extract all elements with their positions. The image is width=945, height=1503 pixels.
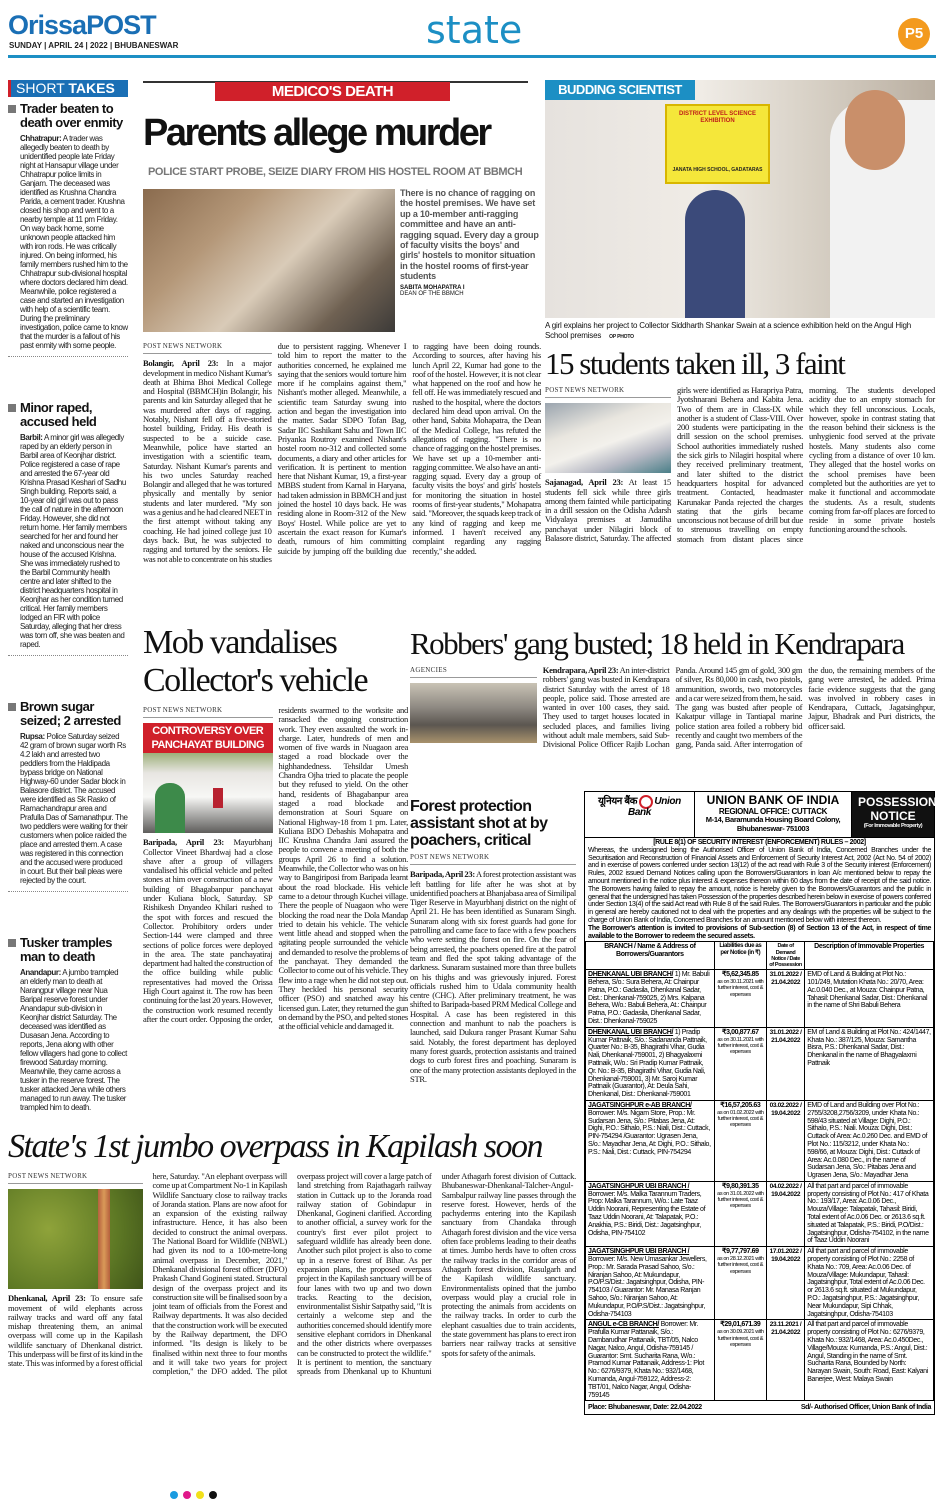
lead-kicker: MEDICO'S DEATH: [215, 82, 450, 101]
students-headline: 15 students taken ill, 3 faint: [545, 346, 845, 381]
possession-row: [586, 1181, 934, 1246]
row-dates: 04.02.2022 / 19.04.2022: [766, 1181, 804, 1246]
row-amount: ₹9,77,797.69 as on 28.12.2021 with further interest, cost & expenses: [714, 1247, 766, 1320]
forest-article: POST NEWS NETWORK Baripada, April 23: A forest protection assistant was left battling for life after he was shot at by unidentified poachers at Bhanjabasa area of Similipal Tiger Reserve in Mayurbhanj district on the night of April 21. He has been identified as Sunaram Singh. Sunaram along with six forest guards had gone for patrolling and came face to face with a few poachers who were setting the forest on fire. On the fear of being arrested, the poachers opened fire at the patrol team and fled the spot taking advantage of the darkness. Sunaram sustained more than three bullets on his thighs and was grievously injured. Forest officials rushed him to Udala community health centre (CHC). After preliminary treatment, he was shifted to Baripada-based PRM Medical College and Hospital. A case has been registered in this connection and manhunt to nab the poachers is launched, said Dukura ranger Prasant Kumar Sahu said. Notably, the forest department has deployed many forest guards, protection assistants and trained dogs to curb forest fires and poaching. Sunaram is one of the many protection assistants deployed in the STR.: [410, 853, 577, 1084]
robbers-article: AGENCIES Kendrapara, April 23: An inter-district robbers' gang was busted in Kendrapara district Saturday with the arrest of 18 people, police said. Those arrested are wanted in over 100 cases, they said. They used to target houses located in secluded places, and families living without adult male members, said Sub-Divisional Police Officer Rajib Lochan Panda. Around 145 gm of gold, 300 gm of silver, Rs 80,000 in cash, two pistols, ammunition, swords, two motorcycles and a car were seized from them, he said. The gang was busted after people of Kakatpur village in Tantiapal marine police station area foiled a robbery bid recently and caught two members of the gang, Panda said. After interrogation of the duo, the remaining members of the gang were arrested, he added. Prima facie evidence suggests that the gang was involved in robbery cases in Kendrapara, Cuttack, Jagatsinghpur, Jajpur, Bhadrak and Puri districts, the officer said.: [410, 665, 935, 750]
robbers-headline: Robbers' gang busted; 18 held in Kendrapara: [410, 626, 904, 661]
row-amount: ₹5,62,345.85 as on 30.11.2021 with further interest, cost & expenses: [714, 970, 766, 1028]
row-amount: ₹16,57,205.63 as on 01.02.2022 with further interest, cost & expenses: [714, 1100, 766, 1181]
short-take-4: Tusker tramples man to death Anandapur: A jumbo trampled an elderly man to death at Narangpur village near Nua Baripal reserve forest under Anandapur sub-division in Keonjhar district Saturday. The deceased was identified as Dusasan Jena. According to reports, Jena along with other fellow villagers had gone to collect firewood Saturday morning. Meanwhile, they came across a tusker in the reserve forest. The tusker attacked Jena while others managed to run away. The tusker trampled him to death.: [8, 936, 128, 1118]
row-borrower: JAGATSINGHPUR UBI BRANCH / Borrower: M/s. Malka Tarannum Traders, Prop: Malka Tarannum, W/o.: Late Taaz Uddin Noorani, Representing the Estate of Taaz Uddin Noorani, At: Talapatak, P.O.: Anakhia, P.S.: Biridi, Dist.: Jagatsinghpur, Odisha, PIN-754102: [586, 1181, 715, 1246]
row-borrower: DHENKANAL UBI BRANCH/ 1) Pradip Kumar Pattnaik, S/o.: Sadananda Pattnaik, Quarter No.: B-35, Bhagirathi Vihar, Gudia Nali, Dhenkanal-759001, 2) Bhagyalaxmi Pattnaik, W/o.: Sri Pradip Kumar Pattnaik, Qr. No.: B-35, Bhagirathi Vihar, Gudia Nali, Dhenkanal-759001, 3) Mr. Saroj Kumar Pattnaik (Guarantor), At: Deula Sahi, Dhenkanal, Dist.: Dhenkanal-759001: [586, 1027, 715, 1100]
students-article: POST NEWS NETWORK Sajanagad, April 23: At least 15 students fell sick while three girls among them fainted while participating in a drill session on the Odisha Adarsh Vidyalaya premises at Jamudiha panchayat under Nilagiri block of Balasore district, Saturday. The affected girls were identified as Harapriya Patra, Jyotshnarani Behera and Kabita Jena. Two of them are in Class-IX while another is a student of Class-VIII. Over 200 students were participating in the drill session on the school premises. School authorities immediately rushed the sick girls to Nilagiri hospital where they received preliminary treatment, and later shifted to the district headquarters hospital for advanced treatment. Contacted, headmaster Karunakar Panda rejected the charges stating that the girls became unconscious not because of drill but due to strenuous travelling on empty stomach from distant places since morning. The students developed acidity due to an empty stomach for which they fell unconscious. Locals, however, spoke in contrast stating that the reason behind their sickness is the unhygienic food served at the private hostels. Many students also come cycling from a distance of over 10 km. They alleged that the hostel works on the school premises have been completed but the authorities are yet to make it functional and accommodate the students. As a result, students coming from far-off places are forced to reside in some private hostels functioning around the schools.: [545, 385, 935, 544]
short-take-2: Minor raped, accused held Barbil: A minor girl was allegedly raped by an elderly person in Barbil area of Keonjhar district. Police registered a case of rape and arrested the 67-year old Krishna Prasad Keshari of Sadhu Singh building. Reports said, a 10-year old girl was out to pass the call of nature in the afternoon Friday. However, she did not return home. Her family members searched for her and found her naked and unconscious near the house of the accused Krishna. She was immediately rushed to the Barbil Community health centre and later shifted to the district headquarters hospital in Keonjhar as her condition turned critical. Her family members lodged an FIR with police Saturday, alleging that her dress was torn off, she was beaten and raped.: [8, 401, 128, 656]
jumbo-article: POST NEWS NETWORK Dhenkanal, April 23: To ensure safe movement of wild elephants across railway tracks and ward off any fatal mishap threatening them, an animal overpass will come up in the Kapilash wildlife sanctuary of Dhenkanal district. This underpass will be first of its kind in the state. This was informed by a forest official here, Saturday. "An elephant overpass will come up at Compartment No-1 in Kapilash Wildlife Sanctuary close to railway tracks of Joranda station. Plans are now afoot for an expansion of the existing railway infrastructure. Hence, it has also been decided to construct the animal overpass. The National Board for Wildlife (NBWL) had given its nod to a 100-metre-long animal overpass in December, 2021," Dhenkanal divisional forest officer (DFO) Prakash Chand Gogineni stated. Structural design of the overpass project and its construction site will be finalised soon by a joint team of officials from the Forest and Railway departments. It was also decided that the construction work will be executed by the Railway department, the DFO informed. "Its design is likely to be finalised within next three to four months and it will take two years for project completion," the DFO added. The pilot overpass project will cover a large patch of land stretching from Rajathagarh railway station in Cuttack up to the Joranda road railway station of Gobindapur in Dhenkanal, Gogineni clarified. According to another official, a survey work for the country's first ever pilot project to safeguard wildlife has already been done. Another such pilot project is also to come up in a reserve forest of Bihar. As per expansion plans, the proposed overpass project in the Kapilash sanctuary will be of four lanes with two up and two down tracks. Reacting to the decision, environmentalist Sishir Satpathy said, "It is certainly a welcome step and the authorities concerned should identify more sensitive elephant corridors in Dhenkanal and the other districts where overpasses can be constructed to protect the wildlife." It is pertinent to mention, the sanctuary spreads from Dhenkanal up to Khuntuni under Athagarh forest division of Cuttack. Bhubaneswar-Dhenkanal-Talcher-Angul-Sambalpur railway line passes through the reserve forest. However, herds of the pachyderms entering into the Kapilash sanctuary from Chandaka through Athagarh forest division and the vice versa often face problems leading to their deaths at times. Jumbo herds have to often cross the railway tracks in the corridor areas of Athagarh forest division, Rasulgarh and the Kapilash wildlife sanctuary. Environmentalists opined that the jumbo overpass would play a crucial role in protecting the animals from accidents on the railway tracks. In order to curb the elephant casualties due to train accidents, the state government has plans to erect iron barriers near railway tracks at sensitive spots for safety of the animals.: [8, 1171, 576, 1377]
row-amount: ₹3,00,877.67 as on 30.11.2021 with further interest, cost & expenses: [714, 1027, 766, 1100]
row-property: EM of Land & Building at Plot No.: 424/1447, Khata No.: 387/125, Mouza: Samantha Bisra, P.S.: Dhenkanal Sadar, Dist.: Dhenkanal in the name of Bhagyalaxmi Pattnaik: [805, 1027, 934, 1100]
bullet-square-icon: [8, 105, 16, 113]
ad-footer: [585, 1401, 934, 1414]
row-dates: 23.11.2021 / 21.04.2022: [766, 1320, 804, 1401]
controversy-kicker: CONTROVERSY OVER PANCHAYAT BUILDING: [143, 723, 273, 753]
row-borrower: ANGUL e-CB BRANCH/ Borrower: Mr. Prafulla Kumar Pattanaik, S/o.: Dambarudhar Pattanaik, TBT/05, Nalco Nagar, Nalco, Angul, Odisha-759145 / Guarantor: Smt. Sucharita Rana, W/o.: Pramod Kumar Pattanaik, Address-1: Plot No.: 6276/9379, Khata No.: 932/1468, Kumanda, Angul-759122, Address-2: TBT/01, Nalco Nagar, Angul, Odisha-759145: [586, 1320, 715, 1401]
possession-table: BRANCH / Name & Address of Borrowers/Guarantors Liabilities due as per Notice (in ₹) Date of Demand Notice / Date of Possession Description of Immovable Properties DHENKANAL UBI BRANCH/ 1) Mr. Babuli Behera, S/o.: Sura Behera, At: Chainpur Patna, P.O.: Gadasila, Dhenkanal Sadar, Dist.: Dhenkanal-759025, 2) Mrs. Kalpana Behera, W/o.: Babuli Behera, At.: Chainpur Patna, P.O.: Gadasila, Dhenkanal Sadar, Dist.: Dhenkanal-759025 ₹5,62,345.85 as on 30.11.2021 with further interest, cost & expenses 31.01.2022 / 21.04.2022 EMD of Land & Building at Plot No.: 101/249, Mutation Khata No.: 20/70, Area: Ac.0.040 Dec., at Mouza: Chainpur Patna, Tahasil: Dhenkanal Sadar, Dist.: Dhenkanal in the name of Shri Babuli Behera DHENKANAL UBI BRANCH/ 1) Pradip Kumar Pattnaik, S/o.: Sadananda Pattnaik, Quarter No.: B-35, Bhagirathi Vihar, Gudia Nali, Dhenkanal-759001, 2) Bhagyalaxmi Pattnaik, W/o.: Sri Pradip Kumar Pattnaik, Qr. No.: B-35, Bhagirathi Vihar, Gudia Nali, Dhenkanal-759001, 3) Mr. Saroj Kumar Pattnaik (Guarantor), At: Deula Sahi, Dhenkanal, Dist.: Dhenkanal-759001 ₹3,00,877.67 as on 30.11.2021 with further interest, cost & expenses 31.01.2022 / 21.04.2022 EM of Land & Building at Plot No.: 424/1447, Khata No.: 387/125, Mouza: Samantha Bisra, P.S.: Dhenkanal Sadar, Dist.: Dhenkanal in the name of Bhagyalaxmi Pattnaik JAGATSINGHPUR e-AB BRANCH/ Borrower: M/s. Nigam Store, Prop.: Mr. Sudarsan Jena, S/o.: Pitabas Jena, At: Dighi, P.O.: Sithalo, P.S.: Niali, Dist.: Cuttack, PIN-754294 /Guarantor: Ugrasen Jena, S/o.: Mayadhar Jena, At: Dighi, P.O.: Sithalo, P.S.: Niali, Dist.: Cuttack, PIN-754294 ₹16,57,205.63 as on 01.02.2022 with further interest, cost & expenses 03.02.2022 / 19.04.2022 EMD of Land and Building over Plot No.: 2755/3208,2756/3209, under Khata No.: 598/43 situated at Village: Dighi, P.O.: Sithalo, P.S.: Niali. Mouza: Dighi, Dist.: Cuttack of Area: Ac.0.260 Dec. and EMD of Plot No.: 115/3212, under Khata No.: 598/66, at Mouza: Dighi, Dist.: Cuttack of Area: Ac.0.080 Dec., in the name of Sudarsan Jena, S/o.: Pitabas Jena and Ugrasen Jena, S/o.: Mayadhar Jena JAGATSINGHPUR UBI BRANCH / Borrower: M/s. Malka Tarannum Traders, Prop: Malka Tarannum, W/o.: Late Taaz Uddin Noorani, Representing the Estate of Taaz Uddin Noorani, At: Talapatak, P.O.: Anakhia, P.S.: Biridi, Dist.: Jagatsinghpur, Odisha, PIN-754102 ₹9,80,391.35 as on 31.01.2022 with further interest, cost & expenses 04.02.2022 / 19.04.2022 All that part and parcel of immovable property consisting of Plot No.: 417 of Khata No.: 193/17, Area: Ac.0.06 Dec., Mouza/Village: Talapatak, Tahasil: Biridi, Total extent of Ac.0.06 Dec. or 2613.6 sq.ft. situated at Talapatak, P.S.: Biridi, P.O/Dist.: Jagatsinghpur, Odisha-754102, in the name of Taaz Uddin Noorani JAGATSINGHPUR UBI BRANCH / Borrower: M/s. New Umasankar Jewellers, Prop.: Mr. Sarada Prasad Sahoo, S/o.: Niranjan Sahoo, At: Mukundapur, P.O/P.S/Dist.: Jagatsinghpur, Odisha, PIN-754103 / Guarantor: Mr. Manasa Ranjan Sahoo, S/o.: Niranjan Sahoo, At: Mukundapur, P.O/P.S/Dist.: Jagatsinghpur, Odisha-754103 ₹9,77,797.69 as on 28.12.2021 with further interest, cost & expenses 17.01.2022 / 19.04.2022 All that part and parcel of immovable property consisting of Plot No.: 2258 of Khata No.: 709, Area: Ac.0.06 Dec. of Mouza/Village: Mukundapur, Tahasil: Jagatsinghpur, Total extent of Ac.0.06 Dec. or 2613.6 sq.ft. situated at Mukundapur, P.O.: Jagatsinghpur, P.S.: Jagatsinghpur, Near Mukundapur, Sipi Chhak, Jagatsinghpur, Odisha-754103 ANGUL e-CB BRANCH/ Borrower: Mr. Prafulla Kumar Pattanaik, S/o.: Dambarudhar Pattanaik, TBT/05, Nalco Nagar, Nalco, Angul, Odisha-759145 / Guarantor: Smt. Sucharita Rana, W/o.: Pramod Kumar Pattanaik, Address-1: Plot No.: 6276/9379, Khata No.: 932/1468, Kumanda, Angul-759122, Address-2: TBT/01, Nalco Nagar, Angul, Odisha-759145 ₹29,01,671.39 as on 30.09.2021 with further interest, cost & expenses 23.11.2021 / 21.04.2022 All that part and parcel of immovable property consisting of Plot No.: 6276/9379, Khata No.: 932/1468, Area: Ac.0.450Dec., Village/Mouza: Kumanda, P.S.: Angul, Dist.: Angul, Standing in the name of Smt. Sucharita Rana, Bounded by North: Narayan Swain, South: Road, East: Kalyani Banerjee, West: Malaya Swain: [585, 941, 934, 1401]
page-number-badge: P5: [898, 18, 930, 50]
scientist-kicker: BUDDING SCIENTIST: [545, 80, 695, 100]
hostel-room-photo: [143, 189, 395, 332]
row-borrower: JAGATSINGHPUR e-AB BRANCH/ Borrower: M/s. Nigam Store, Prop.: Mr. Sudarsan Jena, S/o.: Pitabas Jena, At: Dighi, P.O.: Sithalo, P.S.: Niali, Dist.: Cuttack, PIN-754294 /Guarantor: Ugrasen Jena, S/o.: Mayadhar Jena, At: Dighi, P.O.: Sithalo, P.S.: Niali, Dist.: Cuttack, PIN-754294: [586, 1100, 715, 1181]
ad-signature: Sd/- Authorised Officer, Union Bank of India: [800, 1404, 931, 1412]
exhibition-banner: DISTRICT LEVEL SCIENCE EXHIBITION JANATA HIGH SCHOOL, GADATARAS: [665, 104, 770, 184]
short-takes-header: SHORT TAKES: [8, 80, 128, 97]
jumbo-headline: State's 1st jumbo overpass in Kapilash soon: [8, 1128, 543, 1165]
row-dates: 31.01.2022 / 21.04.2022: [766, 1027, 804, 1100]
masthead: [0, 0, 945, 54]
short-take-3: Brown sugar seized; 2 arrested Rupsa: Police Saturday seized 42 gram of brown sugar worth Rs 4.2 lakh and arrested two peddlers from the Haldipada bypass bridge on National Highway-60 under Sadar block in Balasore district. The accused were identified as Sk Rasko of Ramachandrapur area and Prafulla Das of Samanathpur. The two peddlers were waiting for their customers when police raided the place and arrested them. A case was registered in this connection and the accused were produced in court. But their bail pleas were rejected by the court.: [8, 700, 128, 892]
arrested-gang-photo: [410, 683, 537, 743]
lead-pull-quote: There is no chance of ragging on the hostel premises. We have set up a 10-member anti-ragging committee and have an anti-ragging squad. Every day a group of faculty visits the boys' and girls' hostels to monitor situation in the hostel rooms of first-year students SABITA MOHAPATRA I DEAN OF THE BBMCH: [400, 188, 539, 297]
controversy-photo-block: [143, 723, 273, 833]
row-property: All that part and parcel of immovable property consisting of Plot No.: 6276/9379, Khata No.: 932/1468, Area: Ac.0.450Dec., Village/Mouza: Kumanda, P.S.: Angul, Dist.: Angul, Standing in the name of Smt. Sucharita Rana, Bounded by North: Narayan Swain, South: Road, East: Kalyani Banerjee, West: Malaya Swain: [805, 1320, 934, 1401]
row-dates: 03.02.2022 / 19.04.2022: [766, 1100, 804, 1181]
possession-row: [586, 1247, 934, 1320]
row-dates: 17.01.2022 / 19.04.2022: [766, 1247, 804, 1320]
dateline: SUNDAY | APRIL 24 | 2022 | BHUBANESWAR: [9, 41, 179, 50]
row-property: All that part and parcel of immovable property consisting of Plot No.: 2258 of Khata No.: 709, Area: Ac.0.06 Dec. of Mouza/Village: Mukundapur, Tahasil: Jagatsinghpur, Total extent of Ac.0.06 Dec. or 2613.6 sq.ft. situated at Mukundapur, P.O.: Jagatsinghpur, P.S.: Jagatsinghpur, Near Mukundapur, Sipi Chhak, Jagatsinghpur, Odisha-754103: [805, 1247, 934, 1320]
possession-row: [586, 1100, 934, 1181]
scientist-caption: A girl explains her project to Collector Siddharth Shankar Swain at a science exhibition held on the Angul High School premises OP PHOTO: [545, 321, 912, 340]
lead-article: POST NEWS NETWORK Bolangir, April 23: In a major development in medico Nishant Kumar's death at Bhima Bhoi Medical College and Hospital (BBMCH)in Bolangir, his parents and kin Saturday alleged that he was murdered after days of ragging. Notably, Nishant fell off a five-storied hostel building, Friday. His death is suspected to be a suicide case. Meanwhile, police have started an investigation with a scientific team, Saturday. Nishant Kumar's parents and his two uncles Saturday reached Bolangir and alleged that he was tortured physically and mentally by senior students and later murdered. "My son was a genius and he had cleared NEET in the first attempt without taking any coaching. He had joined college just 10 days back. But, he was subjected to ragging and tortured by the seniors. He was not able to concentrate on his studies due to persistent ragging. Whenever I told him to report the matter to the authorities concerned, he explained me saying that the seniors would torture him more if he complains against them," Nishant's mother alleged. Meanwhile, a scientific team Saturday swung into action and began the investigation into the matter. Sadar SDPO Tofan Bag, Sadar IIC Sashikant Sahu and Town IIC Priyanka Routroy examined Nishant's hostel room no-312 and collected some documents, a diary and other articles for verification. It is pertinent to mention here that Nishant Kumar, 19, a first-year MBBS student from Karnal in Haryana, had taken admission in BBMCH and just joined the hostel 10 days back. He was residing alone in Room-312 of the New Boys' Hostel. While police are yet to ascertain the exact reason for Kumar's death, rumours of him committing suicide by jumping off the building due to ragging have been doing rounds. According to sources, after having his lunch April 22, Kumar had gone to the roof of the hostel. However, it is not clear what happened on the roof and how he fell off. He was immediately rescued and rushed to the hospital, where the doctors declared him dead upon arrival. On the other hand, Sabita Mohapatra, the Dean of the Medical College, has refuted the allegations of ragging. "There is no chance of ragging on the hostel premises. We have set up a 10-member anti-ragging committee. We also have an anti-ragging squad. Every day a group of faculty visits the boys' and girls' hostels for monitoring the situation in hostel rooms of first-year students," Mohapatra said. "Moreover, the squads keep track of any kind of ragging and keep me informed. I haven't received any complaint regarding any ragging recently," she added.: [143, 341, 541, 564]
lead-deck: POLICE START PROBE, SEIZE DIARY FROM HIS HOSTEL ROOM AT BBMCH: [148, 166, 523, 178]
row-property: All that part and parcel of immovable property consisting of Plot No.: 417 of Khata No.: 193/17, Area: Ac.0.06 Dec., Mouza/Village: Talapatak, Tahasil: Biridi, Total extent of Ac.0.06 Dec. or 2613.6 sq.ft. situated at Talapatak, P.S.: Biridi, P.O/Dist.: Jagatsinghpur, Odisha-754102, in the name of Taaz Uddin Noorani: [805, 1181, 934, 1246]
hospital-beds-photo: [545, 403, 671, 473]
forest-headline: Forest protection assistant shot at by poachers, critical: [410, 798, 548, 849]
science-exhibition-photo: [545, 80, 935, 318]
row-borrower: DHENKANAL UBI BRANCH/ 1) Mr. Babuli Behera, S/o.: Sura Behera, At: Chainpur Patna, P.O.: Gadasila, Dhenkanal Sadar, Dist.: Dhenkanal-759025, 2) Mrs. Kalpana Behera, W/o.: Babuli Behera, At.: Chainpur Patna, P.O.: Gadasila, Dhenkanal Sadar, Dist.: Dhenkanal-759025: [586, 970, 715, 1028]
logo: OrissaPOST: [8, 10, 156, 40]
union-bank-logo: यूनियन बैंक Union Bank: [585, 792, 695, 837]
possession-row: [586, 1320, 934, 1401]
possession-row: [586, 970, 934, 1028]
possession-row: [586, 1027, 934, 1100]
ad-place-date: Place: Bhubaneswar, Date: 22.04.2022: [588, 1404, 702, 1412]
forest-railway-aerial-photo: [8, 1189, 143, 1289]
mob-headline: Mob vandalises Collector's vehicle: [143, 624, 368, 699]
possession-notice-ad: यूनियन बैंक Union Bank UNION BANK OF INDIA REGIONAL OFFICE: CUTTACK M-14, Baramunda Housing Board Colony, Bhubaneswar- 751003 POSSESSION NOTICE (For Immovable Property) [RULE 8(1) OF SECURITY INTEREST (ENFORCEMENT) RULES – 2002] Whereas, the undersigned being the Authorised Officer of Union Bank of India, Concerned Branches under the Securitisation and Reconstruction of Financial Assets and Enforcement of Security Interest Act, 2002 (Act No. 54 of 2002) and in exercise of powers conferred under section 13(12) of the act read with Rule 3 of the Security interest (Enforcement) Rules, 2002 issued Demand Notices calling upon the Borrowers/Guarantors in loan A/c mentioned below to repay the amount mentioned in the notice plus interest & expenses thereon within 60 days from the date of receipt of the said notice. The Borrowers having failed to repay the amount, notice is hereby given to the Borrowers/Guarantors and the public in general that the undersigned has taken Possession of the properties described herein below in exercise of powers conferred under Section 13(4) of the said Act read with Rule 8 of the said Rules. The Borrowers/Guarantors in particular and the public in general are hereby cautioned not to deal with the properties and any dealings with the properties will be subject to the charge of Union Bank of India, Concerned Branches for an amount mentioned below with interest thereon. The Borrower's attention is invited to provisions of Sub-section (8) of Section 13 of the Act, in respect of time available to the Borrower to redeem the secured assets. BRANCH / Name & Address of Borrowers/Guarantors Liabilities due as per Notice (in ₹) Date of Demand Notice / Date of Possession Description of Immovable Properties DHENKANAL UBI BRANCH/ 1) Mr. Babuli Behera, S/o.: Sura Behera, At: Chainpur Patna, P.O.: Gadasila, Dhenkanal Sadar, Dist.: Dhenkanal-759025, 2) Mrs. Kalpana Behera, W/o.: Babuli Behera, At.: Chainpur Patna, P.O.: Gadasila, Dhenkanal Sadar, Dist.: Dhenkanal-759025 ₹5,62,345.85 as on 30.11.2021 with further interest, cost & expenses 31.01.2022 / 21.04.2022 EMD of Land & Building at Plot No.: 101/249, Mutation Khata No.: 20/70, Area: Ac.0.040 Dec., at Mouza: Chainpur Patna, Tahasil: Dhenkanal Sadar, Dist.: Dhenkanal in the name of Shri Babuli Behera DHENKANAL UBI BRANCH/ 1) Pradip Kumar Pattnaik, S/o.: Sadananda Pattnaik, Quarter No.: B-35, Bhagirathi Vihar, Gudia Nali, Dhenkanal-759001, 2) Bhagyalaxmi Pattnaik, W/o.: Sri Pradip Kumar Pattnaik, Qr. No.: B-35, Bhagirathi Vihar, Gudia Nali, Dhenkanal-759001, 3) Mr. Saroj Kumar Pattnaik (Guarantor), At: Deula Sahi, Dhenkanal, Dist.: Dhenkanal-759001 ₹3,00,877.67 as on 30.11.2021 with further interest, cost & expenses 31.01.2022 / 21.04.2022 EM of Land & Building at Plot No.: 424/1447, Khata No.: 387/125, Mouza: Samantha Bisra, P.S.: Dhenkanal Sadar, Dist.: Dhenkanal in the name of Bhagyalaxmi Pattnaik JAGATSINGHPUR e-AB BRANCH/ Borrower: M/s. Nigam Store, Prop.: Mr. Sudarsan Jena, S/o.: Pitabas Jena, At: Dighi, P.O.: Sithalo, P.S.: Niali, Dist.: Cuttack, PIN-754294 /Guarantor: Ugrasen Jena, S/o.: Mayadhar Jena, At: Dighi, P.O.: Sithalo, P.S.: Niali, Dist.: Cuttack, PIN-754294 ₹16,57,205.63 as on 01.02.2022 with further interest, cost & expenses 03.02.2022 / 19.04.2022 EMD of Land and Building over Plot No.: 2755/3208,2756/3209, under Khata No.: 598/43 situated at Village: Dighi, P.O.: Sithalo, P.S.: Niali. Mouza: Dighi, Dist.: Cuttack of Area: Ac.0.260 Dec. and EMD of Plot No.: 115/3212, under Khata No.: 598/66, at Mouza: Dighi, Dist.: Cuttack of Area: Ac.0.080 Dec., in the name of Sudarsan Jena, S/o.: Pitabas Jena and Ugrasen Jena, S/o.: Mayadhar Jena JAGATSINGHPUR UBI BRANCH / Borrower: M/s. Malka Tarannum Traders, Prop: Malka Tarannum, W/o.: Late Taaz Uddin Noorani, Representing the Estate of Taaz Uddin Noorani, At: Talapatak, P.O.: Anakhia, P.S.: Biridi, Dist.: Jagatsinghpur, Odisha, PIN-754102 ₹9,80,391.35 as on 31.01.2022 with further interest, cost & expenses 04.02.2022 / 19.04.2022 All that part and parcel of immovable property consisting of Plot No.: 417 of Khata No.: 193/17, Area: Ac.0.06 Dec., Mouza/Village: Talapatak, Tahasil: Biridi, Total extent of Ac.0.06 Dec. or 2613.6 sq.ft. situated at Talapatak, P.S.: Biridi, P.O/Dist.: Jagatsinghpur, Odisha-754102, in the name of Taaz Uddin Noorani JAGATSINGHPUR UBI BRANCH / Borrower: M/s. New Umasankar Jewellers, Prop.: Mr. Sarada Prasad Sahoo, S/o.: Niranjan Sahoo, At: Mukundapur, P.O/P.S/Dist.: Jagatsinghpur, Odisha, PIN-754103 / Guarantor: Mr. Manasa Ranjan Sahoo, S/o.: Niranjan Sahoo, At: Mukundapur, P.O/P.S/Dist.: Jagatsinghpur, Odisha-754103 ₹9,77,797.69 as on 28.12.2021 with further interest, cost & expenses 17.01.2022 / 19.04.2022 All that part and parcel of immovable property consisting of Plot No.: 2258 of Khata No.: 709, Area: Ac.0.06 Dec. of Mouza/Village: Mukundapur, Tahasil: Jagatsinghpur, Total extent of Ac.0.06 Dec. or 2613.6 sq.ft. situated at Mukundapur, P.O.: Jagatsinghpur, P.S.: Jagatsinghpur, Near Mukundapur, Sipi Chhak, Jagatsinghpur, Odisha-754103 ANGUL e-CB BRANCH/ Borrower: Mr. Prafulla Kumar Pattanaik, S/o.: Dambarudhar Pattanaik, TBT/05, Nalco Nagar, Nalco, Angul, Odisha-759145 / Guarantor: Smt. Sucharita Rana, W/o.: Pramod Kumar Pattanaik, Address-1: Plot No.: 6276/9379, Khata No.: 932/1468, Kumanda, Angul-759122, Address-2: TBT/01, Nalco Nagar, Angul, Odisha-759145 ₹29,01,671.39 as on 30.09.2021 with further interest, cost & expenses 23.11.2021 / 21.04.2022 All that part and parcel of immovable property consisting of Plot No.: 6276/9379, Khata No.: 932/1468, Area: Ac.0.450Dec., Village/Mouza: Kumanda, P.S.: Angul, Dist.: Angul, Standing in the name of Smt. Sucharita Rana, Bounded by North: Narayan Swain, South: Road, East: Kalyani Banerjee, West: Malaya Swain Place: Bhubaneswar, Date: 22.04.2022 Sd/- Authorised Officer, Union Bank of India: [584, 791, 935, 1415]
bullet-square-icon: [8, 404, 16, 412]
lead-headline: Parents allege murder: [143, 112, 490, 154]
mob-article: POST NEWS NETWORK CONTROVERSY OVER PANCHAYAT BUILDING Baripada, April 23: Mayurbhanj Collector Vineet Bhardwaj had a close shave after a group of villagers vandalised his official vehicle and pelted stones at him over construction of a new building of Bhagabanpur panchayat under Kuliana block, Saturday. SP Rishikesh Dnyandeo Khilari rushed to the spot with forces and rescued the Collector. Prohibitory orders under Section-144 were clamped and three sections of police forces were deployed in the area. The state panchayatiraj department had halted the construction of the office building while public representatives had moved the Orissa High Court against it. The row has been continuing for the last 20 years. However, the construction work resumed recently after the court order. Opposing the order, residents swarmed to the worksite and ransacked the ongoing construction work. They even assaulted the work in-charge. Later, hundreds of men and women of five wards in Nuagaon area staged a road blockade over the highhandedness. Tehsildar Umesh Chandra Ojha tried to placate the people but they refused to yield. On the other hand, residents of Bhagabanpur area staged a road blockade and demonstration at Souri Square on National Highway-18 from 1 pm. Later, Kuliana BDO Debashis Mohapatra and IIC Krushna Chandra Jani assured the people to convene a meeting of both the groups April 26 to find a solution. Meanwhile, the Collector who was on his way to Bangiriposi from Baripada learnt about the road blockade. His vehicle came to a detour through Kuchei village. There the people of Nuagaon who were blocking the road near the Dola Mandap tried to detain his vehicle. The vehicle went little ahead and stopped when the agitating people surrounded the vehicle and demanded to resolve the problems of the panchayat. They demanded the Collector to come out of his vehicle. They flew into a rage when he did not step out. They heckled his personal security officer (PSO) and snatched away his licensed gun. Later, they returned the gun on demand by the PSO, and pelted stones at the official vehicle and damaged it.: [143, 705, 408, 1032]
short-takes-list: [8, 102, 128, 1118]
vandalised-vehicle-photo: [143, 753, 273, 833]
header-rule: [8, 55, 936, 58]
row-amount: ₹9,80,391.35 as on 31.01.2022 with further interest, cost & expenses: [714, 1181, 766, 1246]
row-property: EMD of Land & Building at Plot No.: 101/249, Mutation Khata No.: 20/70, Area: Ac.0.040 Dec., at Mouza: Chainpur Patna, Tahasil: Dhenkanal Sadar, Dist.: Dhenkanal in the name of Shri Babuli Behera: [805, 970, 934, 1028]
row-amount: ₹29,01,671.39 as on 30.09.2021 with further interest, cost & expenses: [714, 1320, 766, 1401]
row-borrower: JAGATSINGHPUR UBI BRANCH / Borrower: M/s. New Umasankar Jewellers, Prop.: Mr. Sarada Prasad Sahoo, S/o.: Niranjan Sahoo, At: Mukundapur, P.O/P.S/Dist.: Jagatsinghpur, Odisha, PIN-754103 / Guarantor: Mr. Manasa Ranjan Sahoo, S/o.: Niranjan Sahoo, At: Mukundapur, P.O/P.S/Dist.: Jagatsinghpur, Odisha-754103: [586, 1247, 715, 1320]
bullet-square-icon: [8, 703, 16, 711]
row-property: EMD of Land and Building over Plot No.: 2755/3208,2756/3209, under Khata No.: 598/43 situated at Village: Dighi, P.O.: Sithalo, P.S.: Niali. Mouza: Dighi, Dist.: Cuttack of Area: Ac.0.260 Dec. and EMD of Plot No.: 115/3212, under Khata No.: 598/66, at Mouza: Dighi, Dist.: Cuttack of Area: Ac.0.080 Dec., in the name of Sudarsan Jena, S/o.: Pitabas Jena and Ugrasen Jena, S/o.: Mayadhar Jena: [805, 1100, 934, 1181]
registration-marks: [170, 1484, 270, 1493]
bullet-square-icon: [8, 939, 16, 947]
row-dates: 31.01.2022 / 21.04.2022: [766, 970, 804, 1028]
short-take-1: Trader beaten to death over enmity Chhatrapur: A trader was allegedly beaten to death by unidentified people late Friday night at Hansapur village under Chhatrapur police limits in Ganjam. The deceased was identified as Krushna Chandra Parida, a cement trader. Krushna closed his shop and went to a nearby temple at 11 pm Friday. On way back home, some unknown people attacked him with iron rods. He was critically injured. On being informed, his family members rushed him to the Chhatrapur sub-divisional hospital where doctors declared him dead. Meanwhile, police registered a case and started an investigation with help of a scientific team. During the preliminary investigation, police came to know that the murder is a fallout of his past enmity with some people.: [8, 102, 128, 357]
section-title: state: [426, 8, 523, 52]
